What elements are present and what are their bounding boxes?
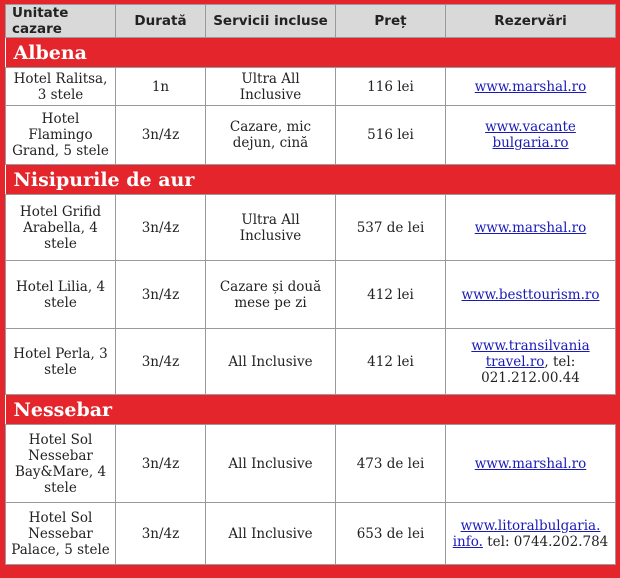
table-row bbox=[6, 425, 616, 503]
reservation-link[interactable]: www.marshal.ro bbox=[474, 78, 587, 95]
reservation-cell bbox=[446, 329, 616, 395]
services-cell: All Inclusive bbox=[206, 425, 336, 503]
reservation-cell bbox=[446, 425, 616, 503]
services-cell: All Inclusive bbox=[206, 503, 336, 565]
section-title: Albena bbox=[6, 38, 616, 68]
table-row bbox=[6, 195, 616, 261]
table-body bbox=[6, 38, 616, 565]
hotel-name: Hotel Lilia, 4 stele bbox=[6, 261, 116, 329]
hotel-name: Hotel Grifid Arabella, 4 stele bbox=[6, 195, 116, 261]
hotel-name: Hotel Sol Nessebar Palace, 5 stele bbox=[6, 503, 116, 565]
duration-cell: 3n/4z bbox=[116, 425, 206, 503]
reservation-cell bbox=[446, 195, 616, 261]
duration-cell: 3n/4z bbox=[116, 106, 206, 165]
duration-cell: 3n/4z bbox=[116, 503, 206, 565]
header-price: Preț bbox=[336, 5, 446, 38]
reservation-cell bbox=[446, 106, 616, 165]
section-title: Nessebar bbox=[6, 395, 616, 425]
price-cell: 412 lei bbox=[336, 329, 446, 395]
duration-cell: 3n/4z bbox=[116, 329, 206, 395]
services-cell: Cazare și două mese pe zi bbox=[206, 261, 336, 329]
header-reservations: Rezervări bbox=[446, 5, 616, 38]
reservation-cell bbox=[446, 503, 616, 565]
services-cell: Ultra All Inclusive bbox=[206, 68, 336, 106]
price-cell: 116 lei bbox=[336, 68, 446, 106]
header-unit: Unitate cazare bbox=[6, 5, 116, 38]
duration-cell: 3n/4z bbox=[116, 195, 206, 261]
reservation-extra: , tel: 021.212.00.44 bbox=[481, 353, 580, 386]
price-cell: 516 lei bbox=[336, 106, 446, 165]
hotel-name: Hotel Flamingo Grand, 5 stele bbox=[6, 106, 116, 165]
price-cell: 473 de lei bbox=[336, 425, 446, 503]
duration-cell: 1n bbox=[116, 68, 206, 106]
hotel-name: Hotel Sol Nessebar Bay&Mare, 4 stele bbox=[6, 425, 116, 503]
reservation-link[interactable]: www.besttourism.ro bbox=[461, 286, 600, 303]
reservation-link[interactable]: www.litoralbulgaria. info. bbox=[452, 517, 601, 550]
table-row bbox=[6, 329, 616, 395]
services-cell: Cazare, mic dejun, cină bbox=[206, 106, 336, 165]
price-cell: 653 de lei bbox=[336, 503, 446, 565]
reservation-link[interactable]: www.marshal.ro bbox=[474, 219, 587, 236]
reservation-cell bbox=[446, 68, 616, 106]
services-cell: All Inclusive bbox=[206, 329, 336, 395]
reservation-link[interactable]: www.marshal.ro bbox=[474, 455, 587, 472]
table-row bbox=[6, 106, 616, 165]
section-title: Nisipurile de aur bbox=[6, 165, 616, 195]
reservation-link[interactable]: www.vacante bulgaria.ro bbox=[485, 119, 576, 151]
reservation-link[interactable]: www.transilvania travel.ro bbox=[471, 337, 590, 370]
reservation-cell bbox=[446, 261, 616, 329]
reservation-extra: tel: 0744.202.784 bbox=[482, 533, 609, 550]
section-row-nisipurile-de-aur bbox=[6, 165, 616, 195]
services-cell: Ultra All Inclusive bbox=[206, 195, 336, 261]
hotel-name: Hotel Perla, 3 stele bbox=[6, 329, 116, 395]
table-row bbox=[6, 503, 616, 565]
hotel-name: Hotel Ralitsa, 3 stele bbox=[6, 68, 116, 106]
table-row bbox=[6, 261, 616, 329]
table-header bbox=[6, 5, 616, 38]
duration-cell: 3n/4z bbox=[116, 261, 206, 329]
price-cell: 412 lei bbox=[336, 261, 446, 329]
section-row-nessebar bbox=[6, 395, 616, 425]
price-cell: 537 de lei bbox=[336, 195, 446, 261]
table-row bbox=[6, 68, 616, 106]
section-row-albena bbox=[6, 38, 616, 68]
header-services: Servicii incluse bbox=[206, 5, 336, 38]
offers-table bbox=[5, 4, 616, 565]
header-duration: Durată bbox=[116, 5, 206, 38]
